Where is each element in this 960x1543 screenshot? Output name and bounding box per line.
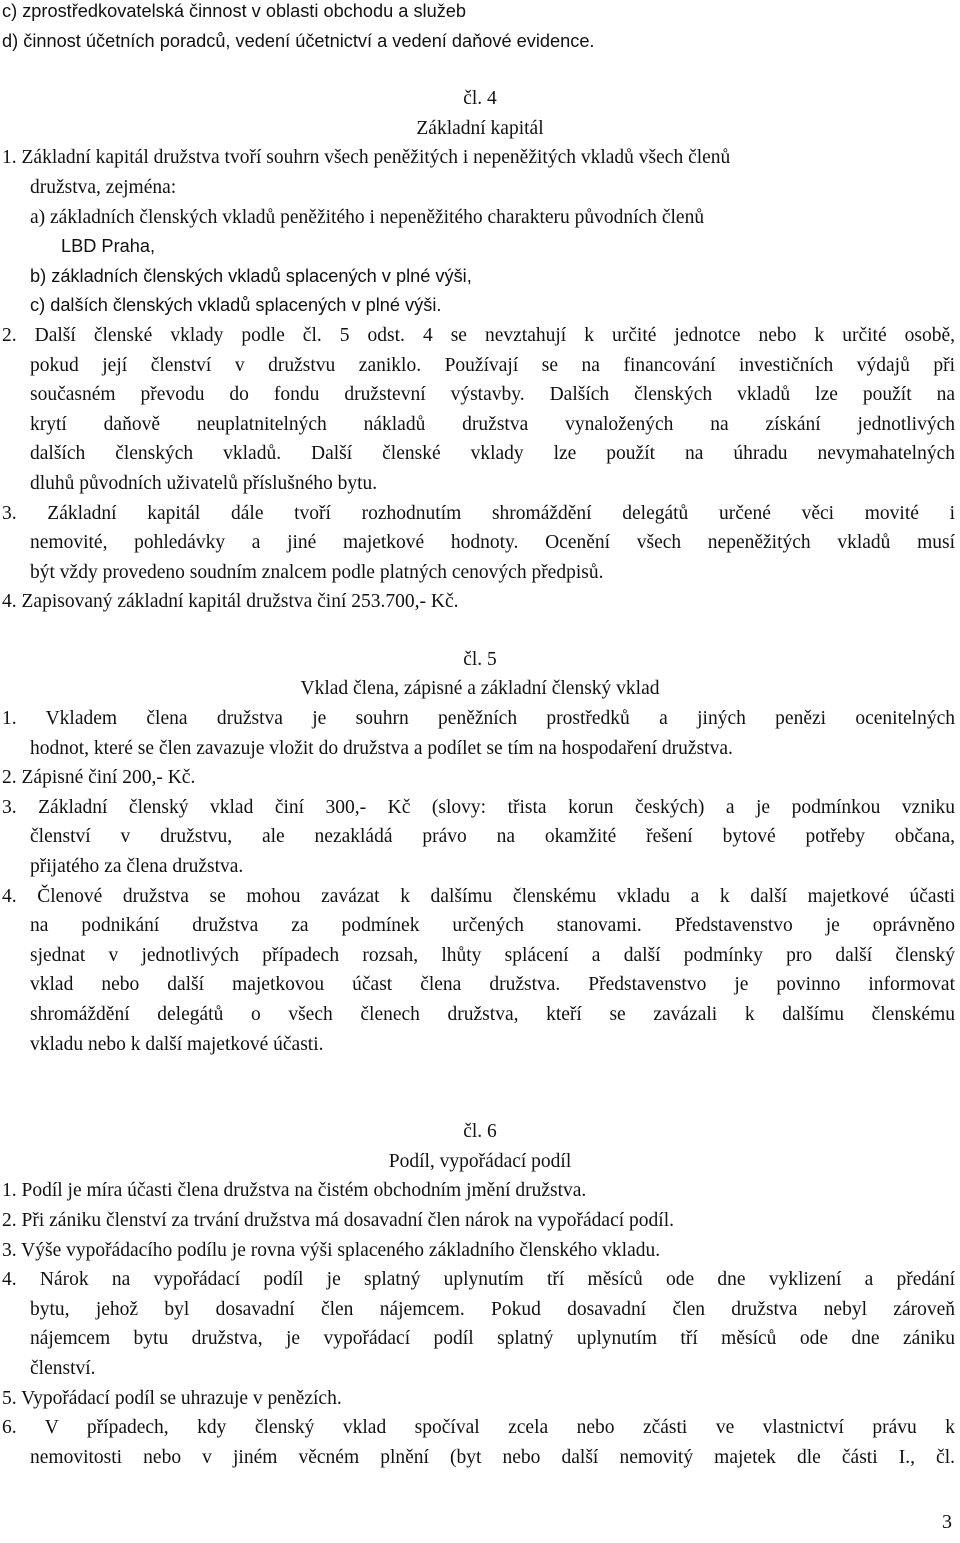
article-5-p1	[0, 704, 955, 763]
article-4-item-b: b) základních členských vkladů splacených v plné výši,	[30, 265, 472, 286]
paragraph-line: 6. V případech, kdy členský vklad spočíval zcela nebo zčásti ve vlastnictví právu k	[2, 1417, 955, 1439]
article-4-item-a: a) základních členských vkladů peněžitého i nepeněžitého charakteru původních členů	[30, 206, 705, 228]
article-6-number: čl. 6	[463, 1121, 497, 1143]
paragraph-line: 3. Základní kapitál dále tvoří rozhodnutím shromáždění delegátů určené věci movité i	[2, 502, 955, 524]
article-5-number: čl. 5	[463, 648, 497, 670]
paragraph-line: 4. Nárok na vypořádací podíl je splatný uplynutím tří měsíců ode dne vyklizení a předání	[2, 1269, 955, 1291]
paragraph-line: na podnikání družstva za podmínek určených stanovami. Představenstvo je oprávněno	[30, 915, 955, 937]
article-4-p1-line: družstva, zejména:	[30, 176, 177, 198]
paragraph-line: nájemcem bytu družstva, je vypořádací podíl splatný uplynutím tří měsíců ode dne zániku	[30, 1328, 955, 1350]
paragraph-line: 2. Další členské vklady podle čl. 5 odst. 4 se nevztahují k určité jednotce nebo k určité osobě,	[2, 324, 955, 346]
article-5-p2: 2. Zápisné činí 200,- Kč.	[2, 767, 196, 789]
article-4-p3	[0, 499, 955, 588]
article-5-p3	[0, 793, 955, 882]
paragraph-line: členství v družstvu, ale nezakládá právo na okamžité řešení bytové potřeby občana,	[30, 826, 955, 848]
article-6-p3: 3. Výše vypořádacího podílu je rovna výši splaceného základního členského vkladu.	[2, 1239, 661, 1261]
article-5	[0, 645, 960, 1059]
paragraph-line: sjednat v jednotlivých případech rozsah, lhůty splácení a další podmínky pro další členský	[30, 944, 955, 966]
paragraph-line: bytu, jehož byl dosavadní člen nájemcem. Pokud dosavadní člen družstva nebyl zároveň	[30, 1298, 955, 1320]
intro-list	[2, 0, 960, 56]
article-6-title: Podíl, vypořádací podíl	[388, 1150, 572, 1172]
article-4-title: Základní kapitál	[416, 117, 544, 139]
paragraph-line: vklad nebo další majetkovou účast člena družstva. Představenstvo je povinno informovat	[30, 974, 955, 996]
paragraph-line: pokud její členství v družstvu zaniklo. Používají se na financování investičních výdajů při	[30, 354, 955, 376]
paragraph-line: 1. Vkladem člena družstva je souhrn peněžních prostředků a jiných penězi ocenitelných	[2, 708, 955, 730]
paragraph-line: nemovitosti nebo v jiném věcném plnění (byt nebo další nemovitý majetek dle části I., čl.	[30, 1446, 955, 1468]
article-4-item-c: c) dalších členských vkladů splacených v plné výši.	[30, 295, 442, 316]
paragraph-line: nemovité, pohledávky a jiné majetkové hodnoty. Ocenění všech nepeněžitých vkladů musí	[30, 532, 955, 554]
article-6-p4	[0, 1265, 955, 1383]
paragraph-line: současném převodu do fondu družstevní výstavby. Dalších členských vkladů lze použít na	[30, 384, 955, 406]
intro-item-d: d) činnost účetních poradců, vedení účetnictví a vedení daňové evidence.	[2, 30, 595, 51]
paragraph-line: dalších členských vkladů. Další členské vklady lze použít na úhradu nevymahatelných	[30, 443, 955, 465]
paragraph-line: shromáždění delegátů o všech členech družstva, kteří se zavázali k dalšímu členskému	[30, 1004, 955, 1025]
article-4-number: čl. 4	[463, 88, 497, 110]
intro-item-c: c) zprostředkovatelská činnost v oblasti obchodu a služeb	[2, 1, 467, 21]
article-4-p4: 4. Zapisovaný základní kapitál družstva činí 253.700,- Kč.	[2, 591, 459, 613]
article-6-p2: 2. Při zániku členství za trvání družstva má dosavadní člen nárok na vypořádací podíl.	[2, 1209, 674, 1231]
article-6-p1: 1. Podíl je míra účasti člena družstva na čistém obchodním jmění družstva.	[2, 1180, 587, 1202]
paragraph-line: členství.	[30, 1357, 96, 1379]
article-5-title: Vklad člena, zápisné a základní členský vklad	[300, 678, 660, 700]
paragraph-line: 3. Základní členský vklad činí 300,- Kč (slovy: třista korun českých) a je podmínkou vzniku	[2, 796, 955, 818]
article-4	[0, 84, 960, 617]
article-5-p4	[0, 882, 955, 1060]
article-4-p2	[0, 321, 955, 499]
paragraph-line: vkladu nebo k další majetkové účasti.	[30, 1033, 324, 1055]
paragraph-line: 4. Členové družstva se mohou zavázat k dalšímu členskému vkladu a k další majetkové účasti	[2, 885, 955, 907]
paragraph-line: krytí daňově neuplatnitelných nákladů družstva vynaložených na získání jednotlivých	[30, 413, 955, 435]
article-6-p5: 5. Vypořádací podíl se uhrazuje v penězích.	[2, 1387, 342, 1409]
page-number: 3	[942, 1511, 952, 1533]
paragraph-line: dluhů původních uživatelů příslušného bytu.	[30, 472, 378, 494]
paragraph-line: být vždy provedeno soudním znalcem podle platných cenových předpisů.	[30, 561, 604, 583]
paragraph-line: hodnot, které se člen zavazuje vložit do družstva a podílet se tím na hospodaření družstva.	[30, 737, 733, 759]
paragraph-line: přijatého za člena družstva.	[30, 856, 244, 878]
article-6	[0, 1117, 960, 1472]
article-6-p6	[0, 1413, 955, 1472]
article-4-item-a-cont: LBD Praha,	[61, 236, 156, 257]
article-4-p1-line: 1. Základní kapitál družstva tvoří souhrn všech peněžitých i nepeněžitých vkladů všech členů	[2, 147, 731, 169]
